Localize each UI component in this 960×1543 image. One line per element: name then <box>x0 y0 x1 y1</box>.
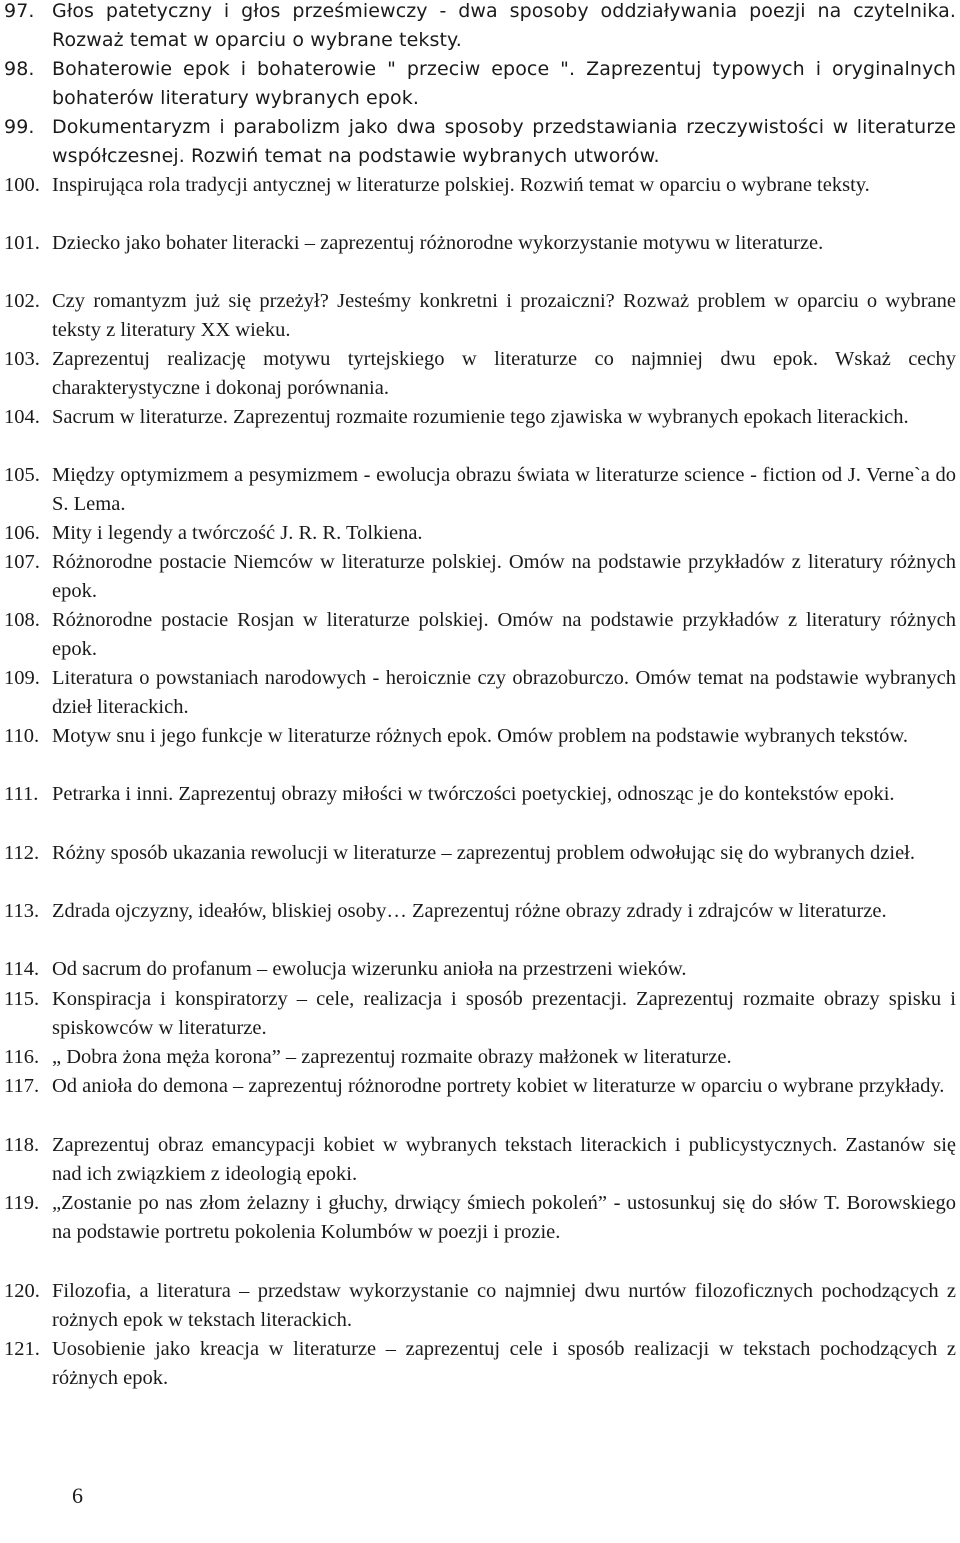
item-text: Różnorodne postacie Rosjan w literaturze polskiej. Omów na podstawie przykładów z literatury różnych epok. <box>52 609 956 661</box>
item-text: Różnorodne postacie Niemców w literaturze polskiej. Omów na podstawie przykładów z literatury różnych epok. <box>52 551 956 603</box>
item-text: Między optymizmem a pesymizmem - ewolucja obrazu świata w literaturze science - fiction od J. Verne`a do S. Lema. <box>52 464 956 516</box>
item-number: 121. <box>4 1338 40 1360</box>
item-text: Konspiracja i konspiratorzy – cele, realizacja i sposób prezentacji. Zaprezentuj rozmaite obrazy spisku i spiskowców w literaturze. <box>52 988 956 1040</box>
list-item <box>4 229 956 258</box>
item-text: Zaprezentuj obraz emancypacji kobiet w wybranych tekstach literackich i publicystycznych. Zastanów się nad ich związkiem z ideologią epoki. <box>52 1134 956 1186</box>
item-number: 107. <box>4 551 40 573</box>
list-item <box>4 606 956 665</box>
item-text: Zdrada ojczyzny, ideałów, bliskiej osoby… Zaprezentuj różne obrazy zdrady i zdrajców w literaturze. <box>52 900 887 922</box>
item-number: 113. <box>4 900 40 922</box>
item-text: Różny sposób ukazania rewolucji w literaturze – zaprezentuj problem odwołując się do wybranych dzieł. <box>52 842 915 864</box>
list-item <box>4 1277 956 1336</box>
item-number: 99. <box>4 116 35 138</box>
item-number: 102. <box>4 290 40 312</box>
item-text: Petrarka i inni. Zaprezentuj obrazy miłości w twórczości poetyckiej, odnosząc je do kontekstów epoki. <box>52 783 895 805</box>
list-item <box>4 1072 956 1101</box>
item-text: Uosobienie jako kreacja w literaturze – zaprezentuj cele i sposób realizacji w tekstach pochodzących z różnych epok. <box>52 1338 956 1390</box>
item-text: Mity i legendy a twórczość J. R. R. Tolkiena. <box>52 522 423 544</box>
list-item <box>4 1335 956 1394</box>
item-text: Sacrum w literaturze. Zaprezentuj rozmaite rozumienie tego zjawiska w wybranych epokach literackich. <box>52 406 909 428</box>
list-item <box>4 897 956 926</box>
item-number: 116. <box>4 1046 40 1068</box>
item-number: 105. <box>4 464 40 486</box>
list-item <box>4 1043 956 1072</box>
list-item <box>4 955 956 984</box>
item-number: 109. <box>4 667 40 689</box>
item-number: 115. <box>4 988 40 1010</box>
list-item <box>4 461 956 520</box>
item-number: 112. <box>4 842 40 864</box>
item-text: Czy romantyzm już się przeżył? Jesteśmy konkretni i prozaiczni? Rozważ problem w oparciu o wybrane teksty z literatury XX wieku. <box>52 290 956 342</box>
item-text: Motyw snu i jego funkcje w literaturze różnych epok. Omów problem na podstawie wybranych tekstów. <box>52 725 909 747</box>
list-item <box>4 0 956 56</box>
item-text: Inspirująca rola tradycji antycznej w literaturze polskiej. Rozwiń temat w oparciu o wybrane teksty. <box>52 174 870 196</box>
item-text: Filozofia, a literatura – przedstaw wykorzystanie co najmniej dwu nurtów filozoficznych pochodzących z rożnych epok w tekstach literackich. <box>52 1280 956 1332</box>
item-number: 100. <box>4 174 40 196</box>
item-number: 106. <box>4 522 40 544</box>
item-text: Od anioła do demona – zaprezentuj różnorodne portrety kobiet w literaturze w oparciu o wybrane przykłady. <box>52 1075 945 1097</box>
item-number: 108. <box>4 609 40 631</box>
list-item <box>4 722 956 751</box>
item-number: 98. <box>4 58 35 80</box>
item-number: 119. <box>4 1192 40 1214</box>
item-number: 117. <box>4 1075 40 1097</box>
item-number: 114. <box>4 958 40 980</box>
list-item <box>4 664 956 723</box>
item-number: 111. <box>4 783 39 805</box>
item-text: Literatura o powstaniach narodowych - heroicznie czy obrazoburczo. Omów temat na podstawie wybranych dzieł literackich. <box>52 667 956 719</box>
item-text: Bohaterowie epok i bohaterowie " przeciw epoce ". Zaprezentuj typowych i oryginalnych bohaterów literatury wybranych epok. <box>52 58 956 110</box>
list-item <box>4 780 956 809</box>
item-text: Dziecko jako bohater literacki – zaprezentuj różnorodne wykorzystanie motywu w literaturze. <box>52 232 824 254</box>
item-text: Zaprezentuj realizację motywu tyrtejskiego w literaturze co najmniej dwu epok. Wskaż cechy charakterystyczne i dokonaj porównania. <box>52 348 956 400</box>
list-item <box>4 55 956 114</box>
item-number: 118. <box>4 1134 40 1156</box>
list-item <box>4 403 956 432</box>
item-number: 110. <box>4 725 40 747</box>
item-text: „Zostanie po nas złom żelazny i głuchy, drwiący śmiech pokoleń” - ustosunkuj się do słów T. Borowskiego na podstawie portretu pokolenia Kolumbów w poezji i prozie. <box>52 1192 956 1244</box>
list-item <box>4 1131 956 1190</box>
list-item <box>4 345 956 404</box>
item-text: Głos patetyczny i głos prześmiewczy - dwa sposoby oddziaływania poezji na czytelnika. Rozważ temat w oparciu o wybrane teksty. <box>52 0 956 52</box>
page-number: 6 <box>72 1483 83 1508</box>
list-item <box>4 171 956 200</box>
list-item <box>4 519 956 548</box>
list-item <box>4 985 956 1044</box>
item-number: 104. <box>4 406 40 428</box>
list-item <box>4 287 956 346</box>
item-text: „ Dobra żona męża korona” – zaprezentuj rozmaite obrazy małżonek w literaturze. <box>52 1046 732 1068</box>
item-number: 97. <box>4 0 35 22</box>
list-item <box>4 1189 956 1248</box>
list-item <box>4 548 956 607</box>
list-item <box>4 839 956 868</box>
item-text: Dokumentaryzm i parabolizm jako dwa sposoby przedstawiania rzeczywistości w literaturze współczesnej. Rozwiń temat na podstawie wybranych utworów. <box>52 116 956 168</box>
list-item <box>4 113 956 172</box>
item-number: 101. <box>4 232 40 254</box>
item-text: Od sacrum do profanum – ewolucja wizerunku anioła na przestrzeni wieków. <box>52 958 687 980</box>
item-number: 120. <box>4 1280 40 1302</box>
item-number: 103. <box>4 348 40 370</box>
